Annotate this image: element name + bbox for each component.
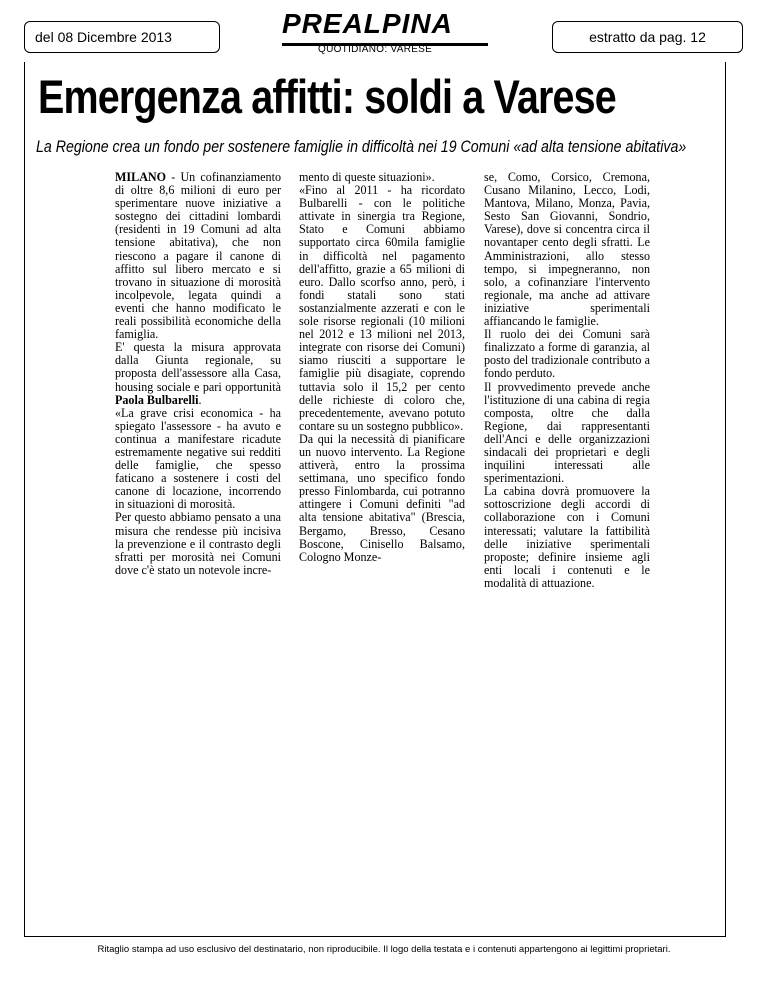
date-box: del 08 Dicembre 2013 <box>24 21 220 53</box>
paragraph <box>115 341 281 406</box>
logo-text: PREALPINA <box>282 8 453 39</box>
paragraph-text: - Un cofinanziamento di oltre 8,6 milioni di euro per sperimentare nuove iniziative a sostegno dei cittadini lombardi (residenti in 19 Comuni ad alta tensione abitativa), che non riescono a pagare il canone di affitto sul libero mercato e si trovano in situazione di morosità incolpevole, legata quindi a eventi che hanno modificato le reali possibilità economiche della famiglia. <box>115 170 281 342</box>
paragraph: Il provvedimento prevede anche l'istituzione di una cabina di regia composta, oltre che dalla Regione, dai rappresentanti dell'Anci e delle organizzazioni sindacali dei proprietari e degli inquilini interessati alle sperimentazioni. <box>484 379 650 486</box>
article-headline: Emergenza affitti: soldi a Varese <box>38 70 616 123</box>
paragraph-text: . <box>198 392 202 407</box>
article-column-3 <box>484 171 650 590</box>
paragraph <box>115 171 281 341</box>
article-column-1 <box>115 171 281 577</box>
paragraph-text: E' questa la misura approvata dalla Giunta regionale, su proposta dell'assessore alla Casa, housing sociale e pari opportunità <box>115 340 281 394</box>
page-reference-box: estratto da pag. 12 <box>552 21 743 53</box>
dateline: MILANO <box>115 170 167 184</box>
paragraph: «Fino al 2011 - ha ricordato Bulbarelli - con le politiche attivate in sinergia tra Regione, Stato e Comuni abbiamo supportato circa 60mila famiglie in difficoltà nel pagamento dell'affitto, grazie a 65 milioni di euro. Dallo scorfso anno, però, i fondi statali sono stati sostanzialmente azzerati e con le sole risorse regionali (10 milioni nel 2012 e 13 milioni nel 2013, integrate con risorse dei Comuni) siamo riusciti a supportare le famiglie più disagiate, coprendo tuttavia solo il 15,2 per cento delle richieste di coloro che, precedentemente, avevano potuto contare su un sostegno pubblico». <box>299 183 465 433</box>
paragraph: «La grave crisi economica - ha spiegato l'assessore - ha avuto e continua a manifestare ricadute estremamente negative sui redditi delle famiglie, che spesso faticano a sostenere i costi del canone di locazione, incorrendo in situazioni di morosità. <box>115 405 281 512</box>
publication-label: QUOTIDIANO: VARESE <box>318 44 433 55</box>
article-column-2 <box>299 171 465 564</box>
paragraph: La cabina dovrà promuovere la sottoscrizione degli accordi di collaborazione con i Comuni interessati; valutare la fattibilità delle iniziative sperimentali proposte; definire insieme agli enti locali i contenuti e le modalità di attuazione. <box>484 484 650 590</box>
paragraph: Il ruolo dei dei Comuni sarà finalizzato a forme di garanzia, al posto del tradizionale contributo a fondo perduto. <box>484 327 650 381</box>
paragraph: mento di queste situazioni». <box>299 170 435 184</box>
paragraph: se, Como, Corsico, Cremona, Cusano Milanino, Lecco, Lodi, Mantova, Milano, Monza, Pavia, Sesto San Giovanni, Sondrio, Varese), dove si concentra circa il novantaper cento degli sfratti. Le Amministrazioni, allo stesso tempo, si impegneranno, non solo, a cofinanziare l'intervento regionale, ma anche ad attivare iniziative sperimentali affiancando le famiglie. <box>484 170 650 329</box>
paragraph: Per questo abbiamo pensato a una misura che rendesse più incisiva la prevenzione e il contrasto degli sfratti per morosità nei Comuni dove c'è stato un notevole incre- <box>115 510 281 577</box>
paragraph: Da qui la necessità di pianificare un nuovo intervento. La Regione attiverà, entro la prossima settimana, uno specifico fondo presso Finlombarda, cui potranno attingere i Comuni definiti "ad alta tensione abitativa" (Brescia, Bergamo, Bresso, Cesano Boscone, Cinisello Balsamo, Cologno Monze- <box>299 431 465 564</box>
article-deck: La Regione crea un fondo per sostenere famiglie in difficoltà nei 19 Comuni «ad alta tensione abitativa» <box>36 137 687 156</box>
footer-disclaimer: Ritaglio stampa ad uso esclusivo del destinatario, non riproducibile. Il logo della testata e i contenuti appartengono ai legittimi proprietari. <box>97 944 671 955</box>
assessor-name: Paola Bulbarelli <box>115 392 199 407</box>
newspaper-logo <box>282 10 486 38</box>
